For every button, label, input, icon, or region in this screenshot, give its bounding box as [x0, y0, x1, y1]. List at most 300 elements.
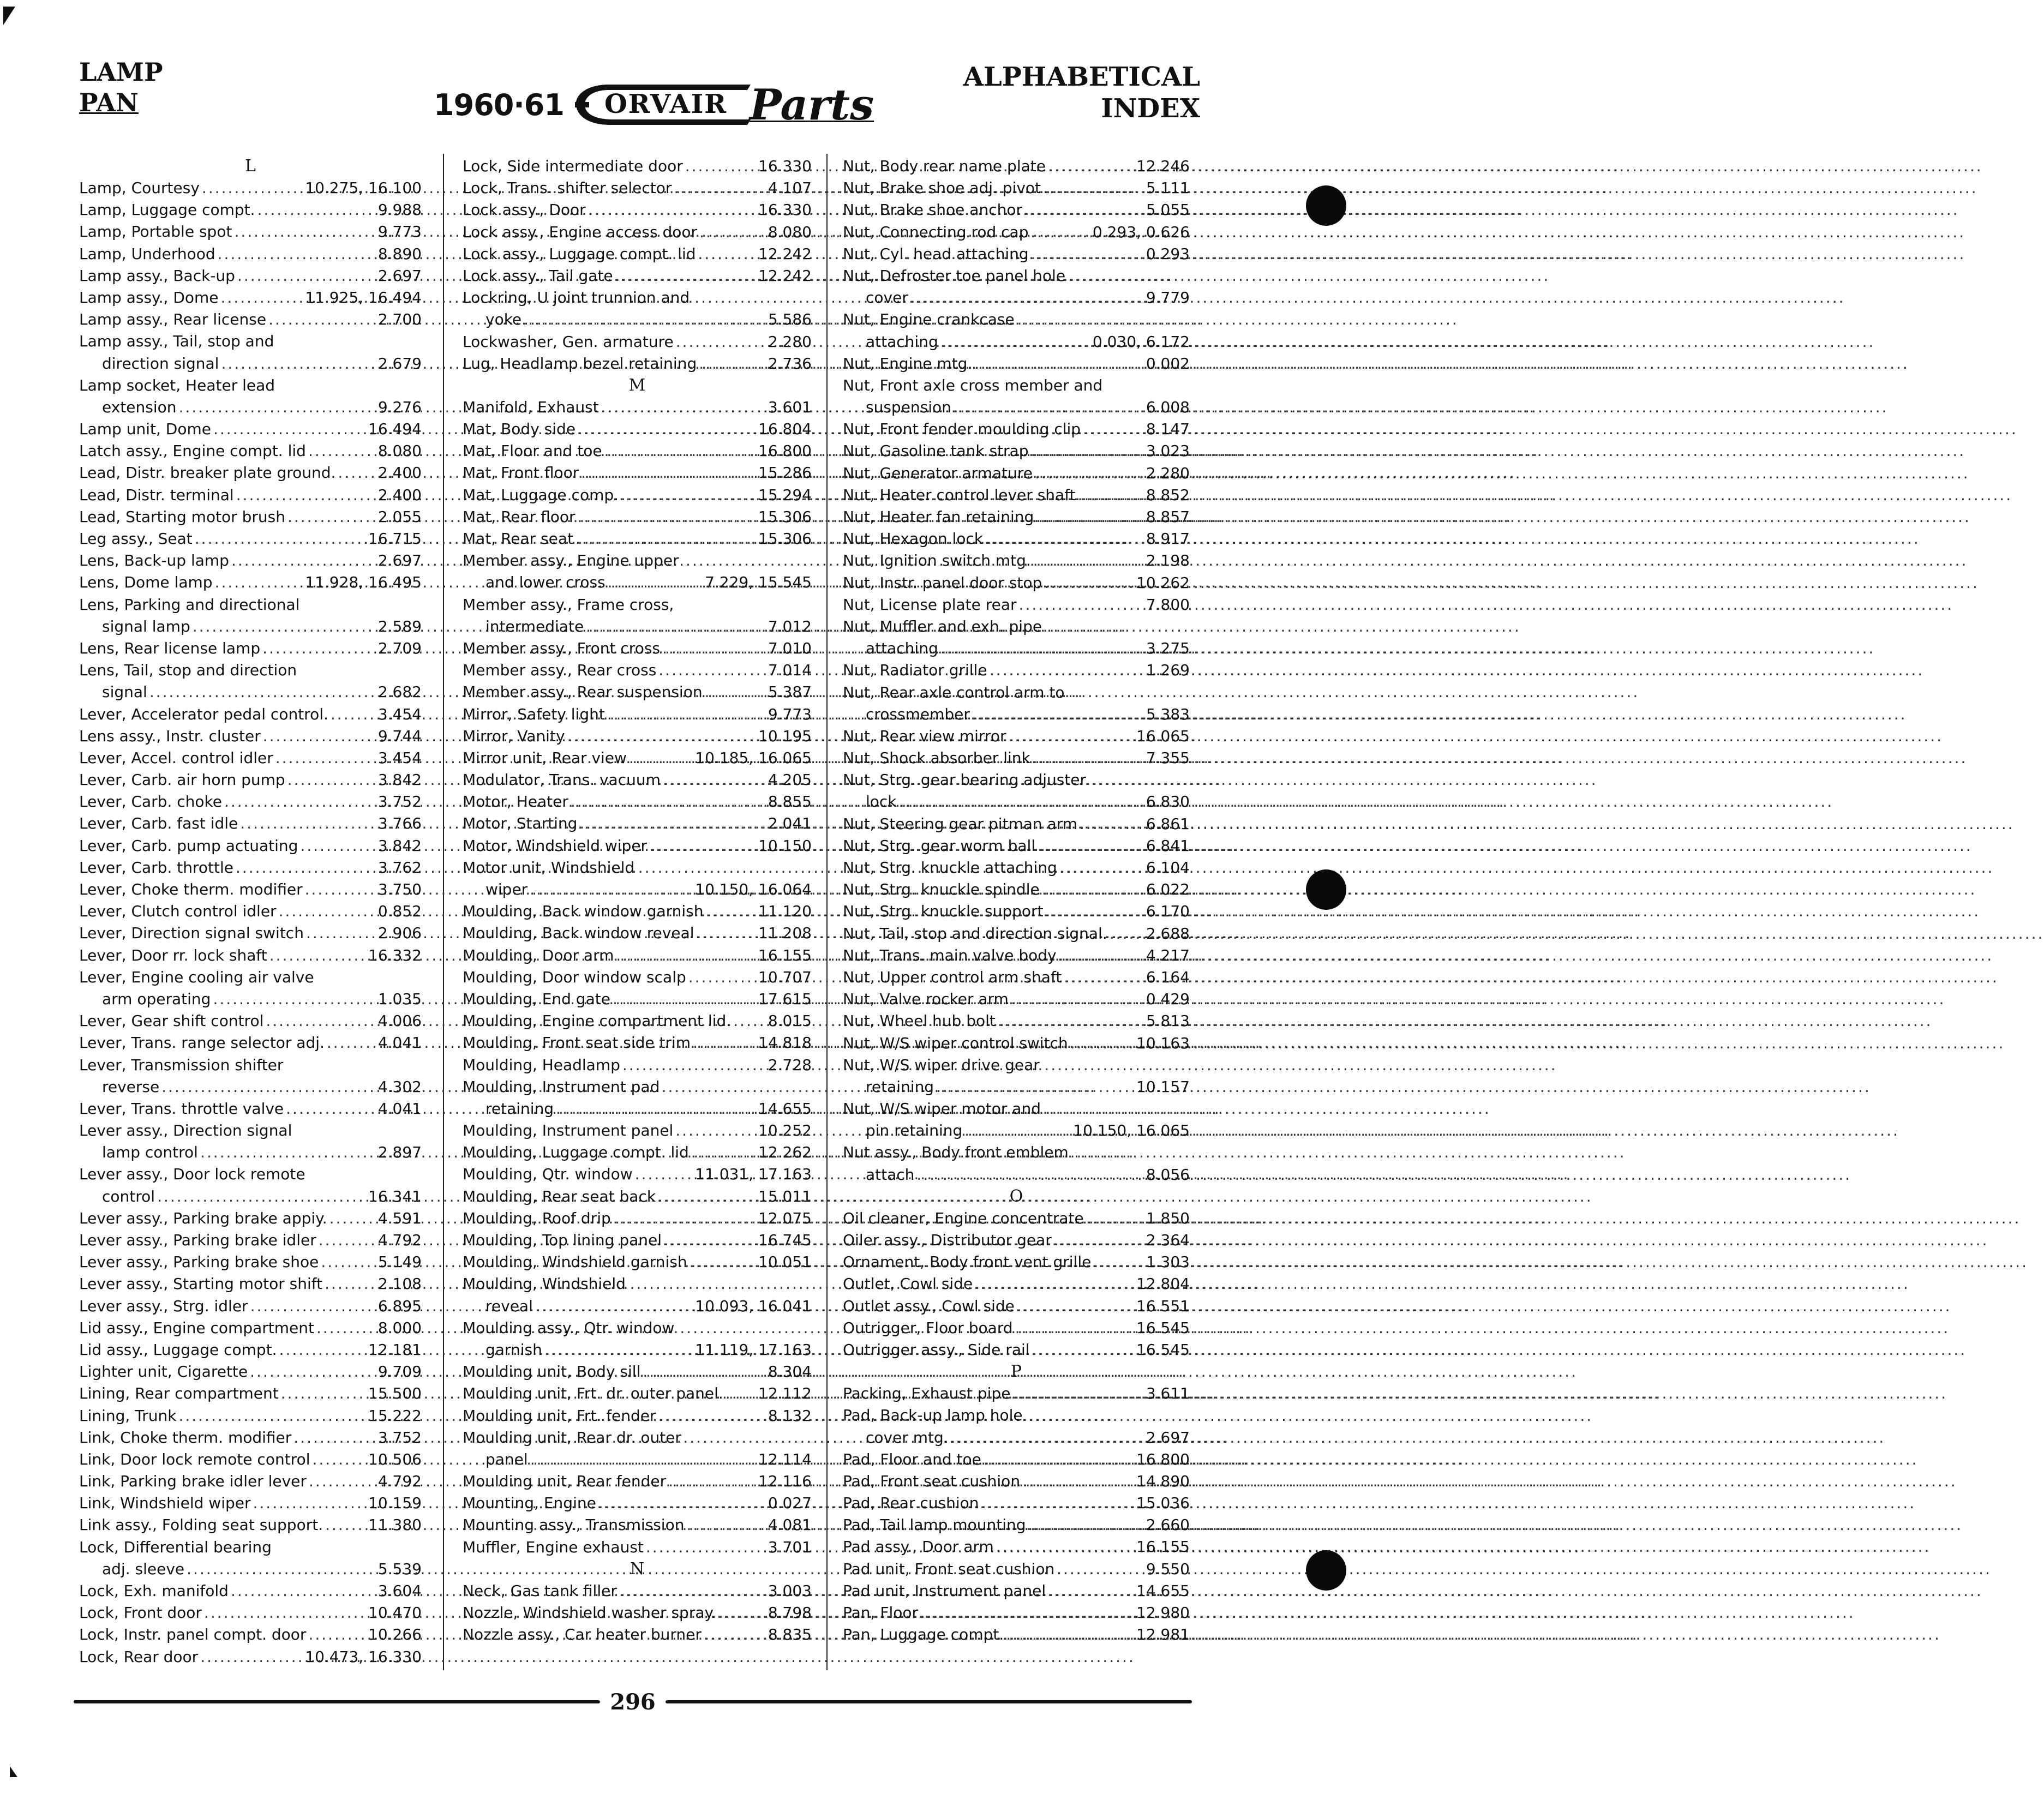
reference-number: 8.890: [377, 244, 422, 263]
reference-number: 3.842: [377, 771, 422, 789]
index-entry: [463, 331, 812, 353]
entry-name: Nut, Valve rocker arm: [843, 990, 1009, 1009]
dot-leader: [674, 331, 768, 353]
reference-number: 15.036: [1136, 1494, 1190, 1513]
index-entry: [79, 1317, 422, 1339]
index-entry: [79, 616, 422, 638]
reference-number: 2.906: [377, 924, 422, 943]
reference-number: 11.120: [758, 902, 812, 921]
reference-number: 9.276: [377, 398, 422, 416]
entry-name: yoke: [485, 310, 522, 329]
dot-leader: [335, 462, 377, 484]
dot-leader: [611, 1208, 758, 1229]
entry-name: Nut, Strg. gear bearing adjuster: [843, 771, 1087, 789]
index-entry: [79, 221, 422, 243]
dot-leader: [983, 528, 1146, 550]
index-entry: [463, 199, 812, 221]
dot-leader: [633, 1163, 696, 1185]
index-entry: [843, 1449, 1190, 1471]
entry-name: Lever, Gear shift control: [79, 1012, 264, 1030]
index-entry: [463, 1251, 812, 1273]
entry-name: Nut, Rear view mirror: [843, 727, 1006, 745]
entry-name: Nozzle, Windshield washer spray.: [463, 1604, 716, 1622]
section-letter-heading: M: [628, 375, 646, 395]
dot-leader: [248, 1295, 378, 1317]
entry-name: Moulding, Back window garnish: [463, 902, 704, 921]
dot-leader: [248, 1361, 378, 1383]
entry-name: cover: [866, 289, 908, 307]
reference-number: 4.302: [377, 1077, 422, 1096]
entry-name: Lens, Parking and directional: [79, 595, 300, 614]
reference-number: 3.750: [377, 880, 422, 898]
entry-name: Lining, Trunk: [79, 1406, 177, 1425]
index-entry: [79, 1383, 422, 1405]
reference-number: 7.355: [1146, 749, 1190, 767]
index-entry-heading: [463, 287, 812, 309]
reference-number: 3.842: [377, 836, 422, 855]
index-entry: [79, 922, 422, 944]
index-entry: [79, 1186, 422, 1208]
dot-leader: [1076, 484, 1146, 506]
dot-leader: [1044, 901, 1146, 922]
reference-number: 12.246: [1136, 157, 1190, 175]
entry-name: signal lamp: [102, 617, 190, 635]
reference-number: 4.107: [768, 179, 812, 197]
index-entry: [843, 1492, 1190, 1514]
index-entry: [463, 638, 812, 659]
reference-number: 11.208: [758, 924, 812, 943]
entry-name: Lens assy., Instr. cluster: [79, 727, 261, 745]
entry-name: Moulding, Luggage compt. lid: [463, 1143, 689, 1162]
dot-leader: [696, 243, 759, 265]
entry-name: Lens, Dome lamp: [79, 573, 213, 592]
index-entry: [463, 704, 812, 725]
dot-leader: [1030, 1339, 1136, 1361]
dot-leader: [155, 1186, 368, 1208]
entry-name: Lever assy., Direction signal: [79, 1121, 292, 1140]
page-footer: [74, 1688, 1192, 1715]
logo-script: Parts: [749, 80, 874, 130]
reference-number: 12.980: [1136, 1604, 1190, 1622]
reference-number: 9.773: [377, 223, 422, 241]
index-entry-heading: [79, 1537, 422, 1558]
dot-leader: [542, 1339, 695, 1361]
reference-number: 16.341: [368, 1187, 422, 1205]
index-entry: [79, 1427, 422, 1449]
entry-name: Nut, Shock absorber link: [843, 749, 1030, 767]
reference-number: 2.280: [768, 332, 812, 351]
entry-name: Moulding, Top lining panel: [463, 1231, 662, 1249]
index-entry: [463, 1492, 812, 1514]
entry-name: Nut, Tail, stop and direction signal.: [843, 924, 1107, 943]
index-entry-heading: [843, 769, 1190, 791]
entry-name: Nut, W/S wiper motor and: [843, 1100, 1041, 1118]
index-entry-heading: [463, 1317, 812, 1339]
dot-leader: [640, 1361, 768, 1383]
index-entry: [843, 813, 1190, 835]
reference-number: 7.014: [768, 661, 812, 680]
index-entry: [79, 1602, 422, 1624]
dot-leader: [533, 1295, 695, 1317]
entry-name: Nut, W/S wiper control switch: [843, 1034, 1068, 1052]
reference-number: 5.387: [768, 683, 812, 701]
dot-leader: [627, 747, 695, 769]
dot-leader: [918, 1602, 1136, 1624]
dot-leader: [951, 397, 1146, 418]
dot-leader: [219, 353, 377, 375]
dot-leader: [325, 1032, 378, 1054]
reference-number: 10.150, 16.065: [1073, 1121, 1190, 1140]
reference-number: 12.116: [758, 1472, 812, 1491]
index-entry: [463, 440, 812, 462]
reference-number: 6.104: [1146, 859, 1190, 877]
index-entry: [843, 155, 1190, 177]
index-entry: [463, 309, 812, 331]
dot-leader: [304, 922, 378, 944]
index-entry: [79, 397, 422, 418]
entry-name: Lock, Instr. panel compt. door: [79, 1625, 307, 1644]
reference-number: 15.294: [758, 485, 812, 504]
dot-leader: [327, 1208, 378, 1229]
index-entry: [463, 1163, 812, 1185]
index-entry: [843, 440, 1190, 462]
dot-leader: [1042, 572, 1136, 594]
entry-name: Moulding, Windshield: [463, 1275, 626, 1293]
index-entry: [843, 550, 1190, 572]
reference-number: 4.217: [1146, 946, 1190, 964]
entry-name: Lock, Front door: [79, 1604, 202, 1622]
entry-name: Nut, Engine mtg.: [843, 354, 973, 373]
index-entry: [79, 1471, 422, 1492]
dot-leader: [914, 1164, 1146, 1186]
section-title-line1: ALPHABETICAL: [963, 62, 1200, 92]
index-entry: [463, 177, 812, 199]
dot-leader: [298, 835, 377, 857]
reference-number: 6.164: [1146, 968, 1190, 986]
reference-number: 2.736: [768, 354, 812, 373]
entry-name: Lighter unit, Cigarette: [79, 1363, 248, 1381]
dot-leader: [970, 704, 1146, 725]
dot-leader: [1107, 923, 1146, 945]
entry-name: Mirror, Safety light: [463, 705, 605, 723]
reference-number: 11.031, 17.163: [695, 1165, 812, 1184]
dot-leader: [177, 397, 378, 418]
entry-name: Oiler assy., Distributor gear: [843, 1231, 1052, 1249]
index-entry: [463, 967, 812, 988]
reference-number: 10.262: [1136, 573, 1190, 592]
entry-name: Lens, Back-up lamp: [79, 551, 229, 570]
reference-number: 10.150: [758, 836, 812, 855]
dot-leader: [190, 616, 378, 638]
index-entry: [79, 1646, 422, 1668]
index-entry: [79, 418, 422, 440]
reference-number: 9.550: [1146, 1559, 1190, 1578]
entry-name: Lever, Carb. fast idle: [79, 814, 238, 833]
index-entry: [843, 484, 1190, 506]
entry-name: Nut, Front axle cross member and: [843, 376, 1103, 394]
registration-mark-bottom: [10, 1766, 17, 1777]
dot-leader: [285, 769, 378, 791]
dot-leader: [1009, 988, 1146, 1010]
reference-number: 14.655: [1136, 1581, 1190, 1600]
reference-number: 8.857: [1146, 508, 1190, 526]
entry-name: Nut, Strg. knuckle support: [843, 902, 1044, 921]
entry-name: attaching: [866, 332, 938, 351]
entry-name: Moulding, Engine compartment lid.: [463, 1012, 732, 1030]
index-entry: [79, 638, 422, 659]
reference-number: 15.011: [758, 1187, 812, 1205]
dot-leader: [687, 1251, 758, 1273]
dot-leader: [184, 1558, 378, 1580]
dot-leader: [1004, 1624, 1136, 1646]
dot-leader: [238, 813, 378, 835]
index-entry: [79, 769, 422, 791]
entry-name: Mat, Body side: [463, 420, 576, 439]
dot-leader: [972, 353, 1146, 375]
dot-leader: [577, 813, 768, 835]
reference-number: 9.709: [377, 1363, 422, 1381]
index-entry: [79, 1624, 422, 1646]
corvair-parts-logo: [434, 81, 874, 129]
index-entry: [843, 594, 1190, 616]
entry-name: Lever, Door rr. lock shaft: [79, 946, 267, 964]
index-entry: [843, 1120, 1190, 1142]
index-entry: [79, 440, 422, 462]
index-column-2: [463, 155, 812, 1646]
index-entry: [79, 353, 422, 375]
entry-name: Pad unit, Front seat cushion: [843, 1559, 1055, 1578]
entry-name: Moulding, Headlamp: [463, 1055, 620, 1074]
index-entry-heading: [843, 682, 1190, 704]
entry-name: Link, Door lock remote control: [79, 1450, 310, 1468]
index-entry-heading: [79, 375, 422, 397]
index-entry: [463, 1229, 812, 1251]
entry-name: Lever assy., Parking brake appiy.: [79, 1209, 327, 1227]
dot-leader: [159, 1076, 378, 1098]
dot-leader: [267, 945, 368, 967]
index-entry: [79, 704, 422, 725]
reference-number: 1.850: [1146, 1209, 1190, 1227]
dot-leader: [672, 177, 768, 199]
dot-leader: [277, 1339, 368, 1361]
reference-number: 2.198: [1146, 551, 1190, 570]
dot-leader: [1057, 945, 1146, 967]
index-entry: [463, 747, 812, 769]
dot-leader: [666, 1471, 758, 1492]
binder-hole: [1306, 1550, 1346, 1591]
entry-name: Pad, Rear cushion: [843, 1494, 979, 1513]
entry-name: Member assy., Front cross: [463, 639, 661, 657]
entry-name: Moulding, Door window scalp: [463, 968, 686, 986]
dot-leader: [1068, 1033, 1136, 1054]
dot-leader: [1006, 725, 1136, 747]
entry-name: Lock, Differential bearing: [79, 1538, 272, 1556]
dot-leader: [565, 725, 759, 747]
entry-name: Nut, Cyl. head attaching: [843, 244, 1029, 263]
reference-number: 3.752: [377, 793, 422, 811]
dot-leader: [211, 988, 377, 1010]
dot-leader: [233, 857, 378, 879]
index-entry: [79, 879, 422, 901]
dot-leader: [1062, 967, 1146, 988]
entry-name: Nut, Instr. panel door stop: [843, 573, 1042, 592]
index-entry: [843, 221, 1190, 243]
entry-name: crossmember: [866, 705, 970, 723]
dot-leader: [605, 704, 768, 725]
reference-number: 3.454: [377, 705, 422, 723]
reference-number: 16.065: [1136, 727, 1190, 745]
dot-leader: [617, 1580, 768, 1602]
index-entry: [463, 1514, 812, 1536]
entry-name: Outlet assy., Cowl side: [843, 1297, 1015, 1315]
dot-leader: [322, 1273, 378, 1295]
entry-name: Mat, Rear seat: [463, 530, 574, 548]
index-entry: [843, 177, 1190, 199]
index-entry-heading: [463, 857, 812, 879]
index-entry: [79, 462, 422, 484]
entry-name: Pan, Floor: [843, 1604, 918, 1622]
dot-leader: [307, 1471, 378, 1492]
reference-number: 11.928, 16.495: [305, 573, 422, 592]
index-entry: [843, 747, 1190, 769]
dot-leader: [277, 901, 378, 922]
entry-name: Moulding unit, Rear dr. outer: [463, 1428, 681, 1447]
section-title-line2: INDEX: [1101, 93, 1200, 124]
dot-leader: [193, 528, 368, 550]
reference-number: 1.303: [1146, 1253, 1190, 1271]
dot-leader: [1057, 857, 1146, 879]
dot-leader: [620, 1054, 768, 1076]
dot-leader: [1015, 1295, 1136, 1317]
index-entry-heading: [79, 659, 422, 681]
entry-name: Lever assy., Strg. idler: [79, 1297, 248, 1315]
index-entry: [463, 397, 812, 418]
index-entry: [843, 879, 1190, 901]
reference-number: 15.500: [368, 1384, 422, 1403]
reference-number: 8.147: [1146, 420, 1190, 439]
entry-name: Lever, Trans. throttle valve: [79, 1099, 284, 1118]
reference-number: 2.897: [377, 1143, 422, 1162]
index-entry: [463, 1602, 812, 1624]
index-entry: [79, 1273, 422, 1295]
reference-number: 2.709: [377, 639, 422, 657]
dot-leader: [263, 1010, 377, 1032]
entry-name: Lever assy., Door lock remote: [79, 1165, 305, 1184]
entry-name: Nut, Generator armature: [843, 464, 1033, 482]
index-entry: [79, 1339, 422, 1361]
entry-name: Latch assy., Engine compt. lid: [79, 442, 306, 460]
reference-number: 2.660: [1146, 1516, 1190, 1534]
entry-name: Member assy., Frame cross,: [463, 595, 674, 614]
index-entry: [843, 353, 1190, 375]
index-entry: [843, 901, 1190, 922]
dot-leader: [586, 199, 758, 221]
reference-number: 4.792: [377, 1231, 422, 1249]
dot-leader: [147, 681, 378, 703]
entry-name: Nut, Heater control lever shaft: [843, 485, 1076, 504]
index-entry: [79, 1251, 422, 1273]
index-entry: [79, 901, 422, 922]
entry-name: Outrigger, Floor board: [843, 1318, 1013, 1337]
entry-name: Moulding, Instrument panel: [463, 1121, 674, 1140]
reference-number: 11.119, 17.163: [695, 1340, 812, 1359]
index-entry: [843, 397, 1190, 418]
reference-number: 7.010: [768, 639, 812, 657]
entry-name: Lamp, Underhood: [79, 244, 215, 263]
entry-name: Lock, Trans. shifter selector: [463, 179, 672, 197]
entry-name: Lever, Transmission shifter: [79, 1055, 284, 1074]
reference-number: 10.163: [1136, 1034, 1190, 1052]
reference-number: 16.155: [1136, 1538, 1190, 1556]
dot-leader: [1031, 550, 1146, 572]
index-entry: [463, 659, 812, 681]
reference-number: 2.679: [377, 354, 422, 373]
entry-name: Moulding, Roof drip: [463, 1209, 611, 1227]
index-entry: [463, 1537, 812, 1558]
entry-name: Mat, Floor and toe: [463, 442, 602, 460]
binder-hole: [1306, 185, 1346, 226]
reference-number: 15.222: [368, 1406, 422, 1425]
index-entry: [79, 287, 422, 309]
dot-leader: [284, 1098, 378, 1120]
index-entry: [79, 243, 422, 265]
section-letter-heading: P: [1010, 1362, 1022, 1382]
entry-name: Nut, Body rear name plate: [843, 157, 1046, 175]
entry-name: Moulding, Door arm: [463, 946, 614, 964]
dot-leader: [528, 1449, 758, 1471]
dot-leader: [656, 1405, 768, 1427]
reference-number: 8.080: [377, 442, 422, 460]
reference-number: 0.293, 0.626: [1092, 223, 1190, 241]
index-entry: [79, 945, 422, 967]
dot-leader: [684, 1514, 768, 1536]
dot-leader: [656, 659, 768, 681]
dot-leader: [1046, 155, 1136, 177]
entry-name: Lever, Clutch control idler: [79, 902, 277, 921]
reference-number: 9.779: [1146, 289, 1190, 307]
entry-name: Nut, Strg. knuckle attaching: [843, 859, 1057, 877]
entry-name: Muffler, Engine exhaust: [463, 1538, 644, 1556]
entry-name: Link assy., Folding seat support.: [79, 1516, 323, 1534]
index-entry: [463, 1010, 812, 1032]
entry-name: Moulding, Qtr. window: [463, 1165, 633, 1184]
entry-name: Nut, Brake shoe anchor: [843, 201, 1022, 219]
entry-name: Packing, Exhaust pipe: [843, 1384, 1011, 1403]
entry-name: Nut, Wheel hub bolt: [843, 1012, 996, 1030]
index-entry: [843, 528, 1190, 550]
reference-number: 2.108: [377, 1275, 422, 1293]
index-entry: [79, 506, 422, 528]
dot-leader: [981, 1449, 1136, 1471]
logo-word: ORVAIR: [604, 89, 728, 119]
dot-leader: [662, 1229, 758, 1251]
dot-leader: [1054, 1558, 1146, 1580]
entry-name: Pad, Floor and toe: [843, 1450, 981, 1468]
entry-name: Nut, Strg. gear worm ball: [843, 836, 1036, 855]
entry-name: Oil cleaner, Engine concentrate: [843, 1209, 1084, 1227]
entry-name: control: [102, 1187, 155, 1205]
entry-name: Moulding assy., Qtr. window: [463, 1318, 675, 1337]
dot-leader: [1010, 1383, 1146, 1405]
reference-number: 12.804: [1136, 1275, 1190, 1293]
reference-number: 6.841: [1146, 836, 1190, 855]
index-entry-heading: [843, 616, 1190, 638]
index-entry-heading: [463, 1273, 812, 1295]
entry-name: Nut, Brake shoe adj. pivot: [843, 179, 1041, 197]
index-entry: [843, 1010, 1190, 1032]
index-entry: [463, 1208, 812, 1229]
entry-name: Lever, Carb. pump actuating: [79, 836, 298, 855]
